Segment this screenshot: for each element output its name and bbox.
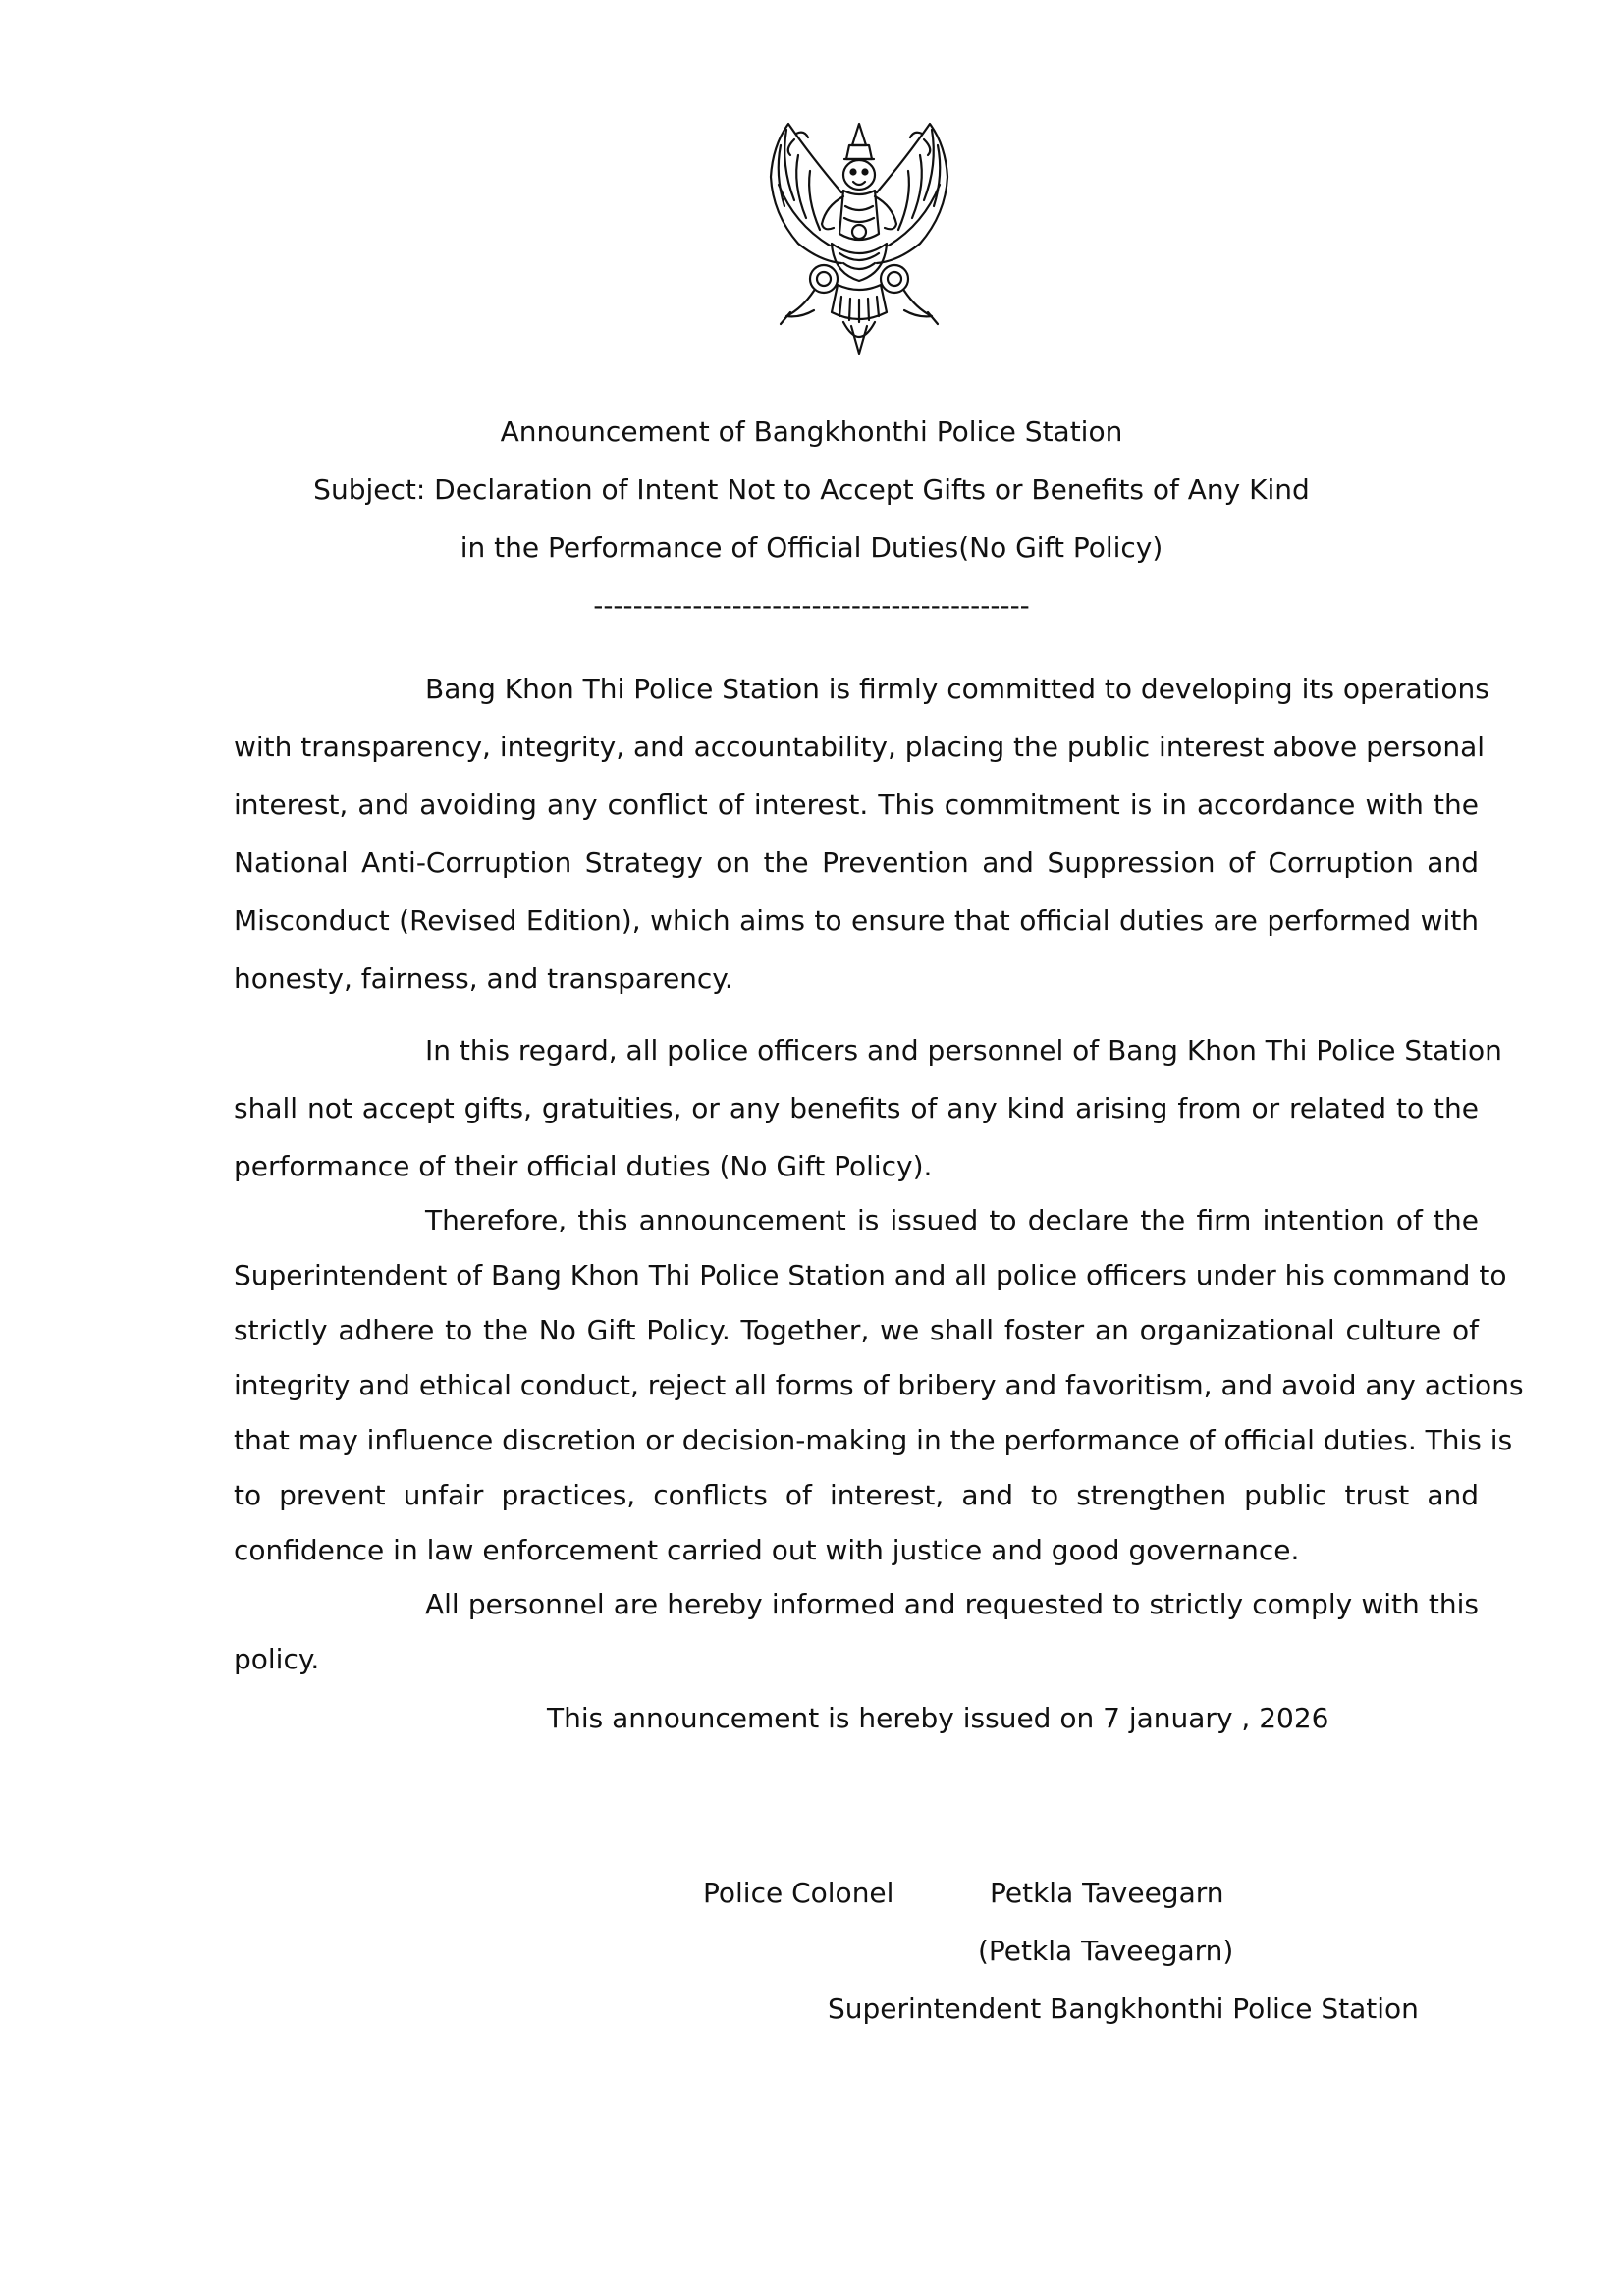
paragraph-line: that may influence discretion or decision-making in the performance of official duties. This is [234, 1424, 1513, 1456]
paragraph-line: policy. [234, 1643, 320, 1675]
signer-position: Superintendent Bangkhonthi Police Station [828, 1993, 1419, 2025]
paragraph-line: Bang Khon Thi Police Station is firmly committed to developing its operations [425, 673, 1489, 705]
paragraph-line: performance of their official duties (No Gift Policy). [234, 1150, 933, 1182]
paragraph-line: to prevent unfair practices, conflicts of interest, and to strengthen public trust and [234, 1479, 1479, 1511]
paragraph-line: All personnel are hereby informed and requested to strictly comply with this [425, 1588, 1479, 1620]
issued-date: This announcement is hereby issued on 7 january , 2026 [547, 1702, 1329, 1734]
signer-rank: Police Colonel [703, 1877, 894, 1909]
paragraph-line: honesty, fairness, and transparency. [234, 962, 733, 995]
paragraph-line: confidence in law enforcement carried out with justice and good governance. [234, 1534, 1300, 1566]
announcement-title: Announcement of Bangkhonthi Police Station [500, 415, 1123, 448]
paragraph-line: integrity and ethical conduct, reject all forms of bribery and favoritism, and avoid any actions [234, 1369, 1524, 1401]
signer-signature: Petkla Taveegarn [990, 1877, 1224, 1909]
paragraph-line: interest, and avoiding any conflict of interest. This commitment is in accordance with the [234, 789, 1479, 821]
garuda-emblem-icon [751, 116, 967, 356]
paragraph-1 [234, 660, 1489, 1008]
paragraph-line: Therefore, this announcement is issued to declare the firm intention of the [425, 1204, 1479, 1236]
paragraph-4 [234, 1577, 1479, 1687]
signer-printed-name: (Petkla Taveegarn) [978, 1935, 1234, 1967]
paragraph-line: Superintendent of Bang Khon Thi Police Station and all police officers under his command to [234, 1259, 1507, 1291]
paragraph-line: with transparency, integrity, and accountability, placing the public interest above personal [234, 731, 1486, 763]
paragraph-line: In this regard, all police officers and personnel of Bang Khon Thi Police Station [425, 1034, 1502, 1066]
subject-line-1: Subject: Declaration of Intent Not to Accept Gifts or Benefits of Any Kind [313, 473, 1310, 506]
paragraph-line: shall not accept gifts, gratuities, or any benefits of any kind arising from or related to the [234, 1092, 1479, 1124]
paragraph-line: strictly adhere to the No Gift Policy. Together, we shall foster an organizational culture of [234, 1314, 1479, 1346]
paragraph-line: National Anti-Corruption Strategy on the Prevention and Suppression of Corruption and [234, 847, 1479, 879]
paragraph-3 [234, 1193, 1524, 1578]
paragraph-2 [234, 1021, 1502, 1195]
subject-line-2: in the Performance of Official Duties(No Gift Policy) [460, 531, 1163, 564]
header-separator: -------------------------------------------- [593, 589, 1030, 622]
paragraph-line: Misconduct (Revised Edition), which aims to ensure that official duties are performed with [234, 904, 1479, 937]
